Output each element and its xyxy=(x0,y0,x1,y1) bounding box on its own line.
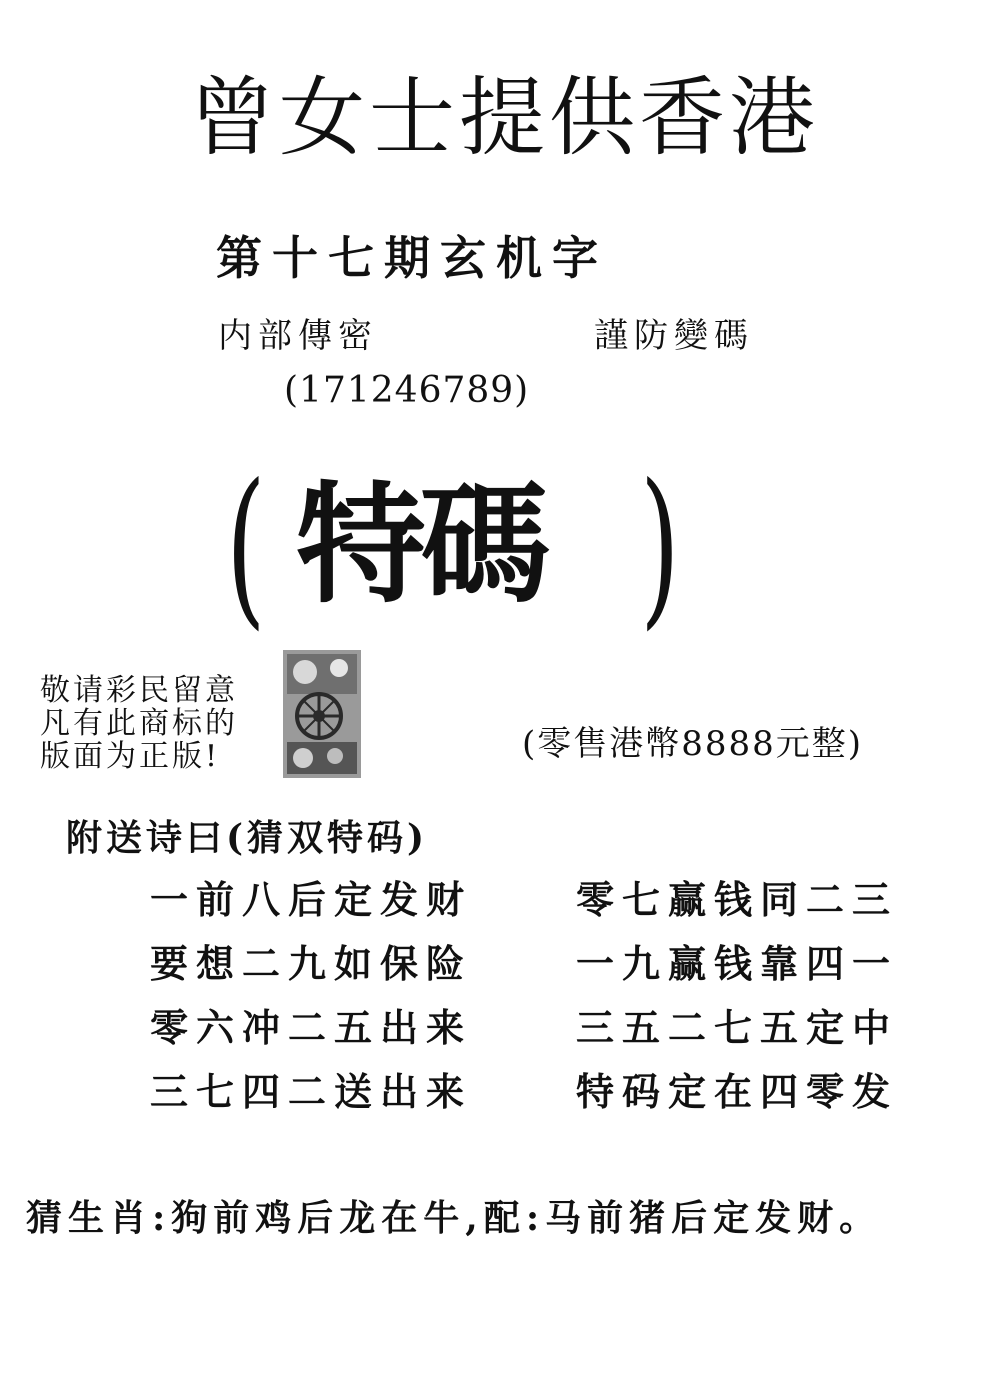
trademark-stamp-icon xyxy=(283,650,361,778)
feature-title: 特碼 xyxy=(296,468,545,621)
feature-paren-close: ) xyxy=(640,448,680,646)
poem-line: 特码定在四零发 xyxy=(576,1069,899,1114)
poem-left-column xyxy=(150,868,472,1124)
page-title: 曾女士提供香港 xyxy=(189,68,819,168)
poem-line: 三七四二送出来 xyxy=(150,1069,473,1114)
price-label: (零售港幣8888元整) xyxy=(522,724,864,764)
poem-line: 零六冲二五出来 xyxy=(150,1005,473,1050)
poem-line: 零七赢钱同二三 xyxy=(576,877,899,922)
issue-heading: 第十七期玄机字 xyxy=(216,231,608,285)
notice-line: 凡有此商标的 xyxy=(40,706,238,741)
poem-line: 一前八后定发财 xyxy=(150,877,473,922)
poem-line: 要想二九如保险 xyxy=(150,941,473,986)
poem-right-column xyxy=(576,868,898,1124)
poem-title: 附送诗曰(猜双特码) xyxy=(66,817,429,859)
notice-line: 版面为正版! xyxy=(40,739,221,774)
poem-line: 三五二七五定中 xyxy=(576,1005,899,1050)
feature-paren-open: ( xyxy=(226,448,266,646)
secret-left-label: 内部傳密 xyxy=(218,316,378,356)
zodiac-line: 猜生肖:狗前鸡后龙在牛,配:马前猪后定发财。 xyxy=(26,1197,882,1239)
notice-line: 敬请彩民留意 xyxy=(40,673,238,708)
secret-right-label: 謹防變碼 xyxy=(594,316,754,356)
poem-line: 一九赢钱靠四一 xyxy=(576,941,899,986)
code-number: (171246789) xyxy=(284,370,530,411)
notice-block xyxy=(40,674,238,773)
